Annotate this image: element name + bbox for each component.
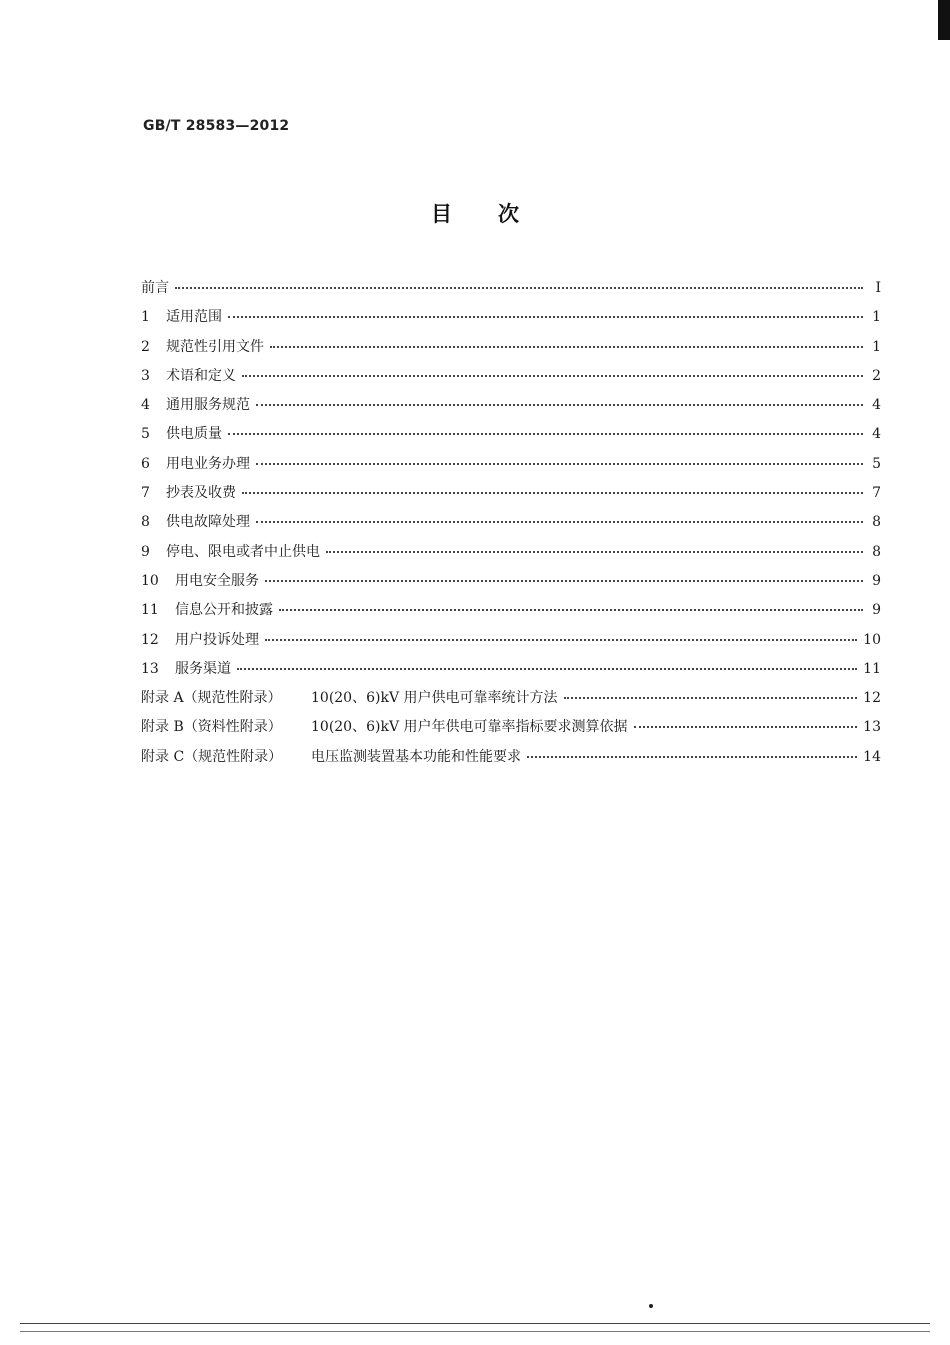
toc-entry-number: 1 bbox=[141, 309, 150, 326]
toc-entry[interactable] bbox=[141, 746, 881, 775]
toc-dot-leader bbox=[279, 609, 863, 611]
toc-entry[interactable] bbox=[141, 541, 881, 570]
toc-entry[interactable] bbox=[141, 423, 881, 452]
toc-entry-title: 用电业务办理 bbox=[166, 455, 250, 472]
toc-dot-leader bbox=[256, 404, 863, 406]
toc-entry[interactable] bbox=[141, 306, 881, 335]
toc-entry-label bbox=[141, 482, 236, 502]
toc-dot-leader bbox=[265, 639, 857, 641]
toc-entry-number: 附录 A（规范性附录） bbox=[141, 690, 282, 707]
toc-entry-title: 信息公开和披露 bbox=[175, 602, 273, 619]
toc-dot-leader bbox=[175, 287, 863, 289]
toc-entry-page: 11 bbox=[863, 660, 881, 677]
toc-entry-number: 附录 C（规范性附录） bbox=[141, 748, 283, 765]
toc-entry-page: 2 bbox=[872, 367, 881, 384]
toc-entry-title: 通用服务规范 bbox=[166, 397, 250, 414]
toc-entry-page: 1 bbox=[872, 309, 881, 326]
toc-entry-label bbox=[141, 629, 259, 649]
toc-dot-leader bbox=[256, 521, 863, 523]
toc-dot-leader bbox=[228, 433, 863, 435]
footer-rule-lower bbox=[20, 1331, 930, 1332]
toc-entry-page: 8 bbox=[872, 543, 881, 560]
toc-entry[interactable] bbox=[141, 511, 881, 540]
toc-entry[interactable] bbox=[141, 453, 881, 482]
toc-entry-page: 4 bbox=[872, 397, 881, 414]
toc-entry-label bbox=[141, 599, 273, 619]
toc-entry-title: 用户投诉处理 bbox=[175, 631, 259, 648]
toc-entry-title: 10(20、6)kV 用户年供电可靠率指标要求测算依据 bbox=[311, 719, 628, 736]
toc-entry-title: 规范性引用文件 bbox=[166, 338, 264, 355]
toc-entry-page: 9 bbox=[872, 572, 881, 589]
toc-entry-page: 13 bbox=[863, 719, 881, 736]
toc-dot-leader bbox=[564, 697, 858, 699]
toc-entry-title: 前言 bbox=[141, 280, 169, 296]
toc-entry-page: 7 bbox=[872, 485, 881, 502]
toc-entry-title: 10(20、6)kV 用户供电可靠率统计方法 bbox=[311, 690, 558, 707]
toc-dot-leader bbox=[634, 726, 858, 728]
toc-entry-title: 电压监测装置基本功能和性能要求 bbox=[311, 748, 521, 765]
toc-entry-number: 10 bbox=[141, 572, 159, 589]
toc-entry-label bbox=[141, 658, 231, 678]
toc-entry-label bbox=[141, 570, 259, 590]
toc-entry-number: 8 bbox=[141, 514, 150, 531]
toc-entry-label bbox=[141, 746, 521, 766]
toc-entry-title: 停电、限电或者中止供电 bbox=[166, 543, 320, 560]
toc-entry-page: 14 bbox=[863, 748, 881, 765]
toc-entry-title: 供电质量 bbox=[166, 426, 222, 443]
toc-entry-number: 4 bbox=[141, 397, 150, 414]
toc-entry[interactable] bbox=[141, 482, 881, 511]
toc-entry-number: 附录 B（资料性附录） bbox=[141, 719, 282, 736]
toc-entry[interactable] bbox=[141, 629, 881, 658]
toc-entry-title: 用电安全服务 bbox=[175, 572, 259, 589]
toc-dot-leader bbox=[237, 668, 857, 670]
toc-entry[interactable] bbox=[141, 365, 881, 394]
toc-entry-page: 9 bbox=[872, 602, 881, 619]
toc-entry-label bbox=[141, 511, 250, 531]
toc-dot-leader bbox=[265, 580, 863, 582]
standard-code: GB/T 28583—2012 bbox=[143, 118, 290, 134]
toc-entry[interactable] bbox=[141, 658, 881, 687]
toc-entry-page: Ⅰ bbox=[875, 280, 881, 296]
toc-entry[interactable] bbox=[141, 570, 881, 599]
toc-entry-title: 术语和定义 bbox=[166, 367, 236, 384]
toc-dot-leader bbox=[228, 316, 863, 318]
toc-entry-title: 适用范围 bbox=[166, 309, 222, 326]
toc-dot-leader bbox=[270, 346, 863, 348]
toc-entry-number: 2 bbox=[141, 338, 150, 355]
toc-entry-page: 4 bbox=[872, 426, 881, 443]
toc-entry-label bbox=[141, 541, 320, 561]
toc-entry[interactable] bbox=[141, 599, 881, 628]
toc-entry-title: 服务渠道 bbox=[175, 660, 231, 677]
toc-entry-page: 10 bbox=[863, 631, 881, 648]
toc-entry[interactable] bbox=[141, 336, 881, 365]
toc-entry-number: 13 bbox=[141, 660, 159, 677]
toc-entry-label bbox=[141, 423, 222, 443]
toc-entry-label bbox=[141, 306, 222, 326]
toc-entry-page: 1 bbox=[872, 338, 881, 355]
table-of-contents bbox=[141, 277, 881, 775]
toc-entry-title: 抄表及收费 bbox=[166, 485, 236, 502]
toc-entry-label bbox=[141, 394, 250, 414]
toc-entry-number: 3 bbox=[141, 367, 150, 384]
toc-entry-label bbox=[141, 336, 264, 356]
toc-dot-leader bbox=[527, 756, 857, 758]
toc-entry-label bbox=[141, 365, 236, 385]
toc-entry-label bbox=[141, 277, 169, 297]
toc-entry-label bbox=[141, 453, 250, 473]
scan-speck bbox=[649, 1304, 653, 1308]
toc-entry-page: 8 bbox=[872, 514, 881, 531]
toc-entry[interactable] bbox=[141, 716, 881, 745]
toc-dot-leader bbox=[242, 375, 863, 377]
toc-entry-number: 5 bbox=[141, 426, 150, 443]
toc-entry-page: 5 bbox=[872, 455, 881, 472]
toc-entry-label bbox=[141, 687, 558, 707]
toc-entry-title: 供电故障处理 bbox=[166, 514, 250, 531]
toc-entry[interactable] bbox=[141, 277, 881, 306]
toc-title: 目次 bbox=[431, 201, 565, 226]
scan-corner-mark bbox=[938, 0, 950, 40]
toc-entry-page: 12 bbox=[863, 690, 881, 707]
toc-entry-number: 7 bbox=[141, 485, 150, 502]
toc-entry[interactable] bbox=[141, 687, 881, 716]
toc-dot-leader bbox=[326, 551, 863, 553]
toc-entry-number: 11 bbox=[141, 602, 159, 619]
toc-entry-number: 9 bbox=[141, 543, 150, 560]
toc-dot-leader bbox=[242, 492, 863, 494]
toc-entry[interactable] bbox=[141, 394, 881, 423]
toc-dot-leader bbox=[256, 463, 863, 465]
toc-entry-label bbox=[141, 716, 628, 736]
footer-rule bbox=[20, 1323, 930, 1324]
toc-entry-number: 12 bbox=[141, 631, 159, 648]
toc-entry-number: 6 bbox=[141, 455, 150, 472]
